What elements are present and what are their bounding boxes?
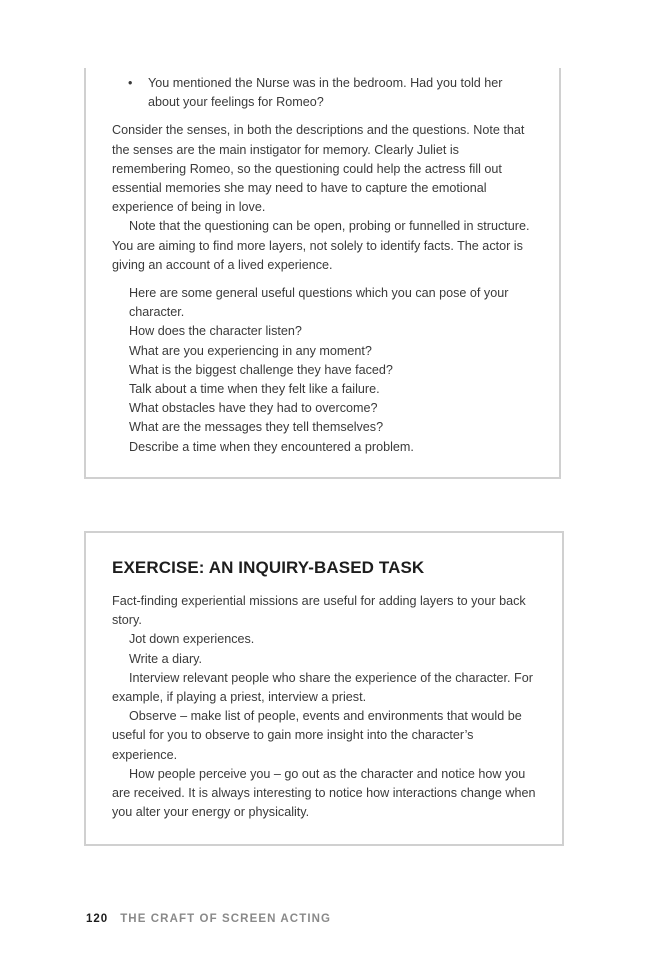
question-item: Talk about a time when they felt like a failure. — [129, 382, 380, 397]
exercise-paragraph: Write a diary. — [129, 651, 203, 666]
question-item: Describe a time when they encountered a problem. — [129, 439, 414, 454]
question-item: What are the messages they tell themselves? — [129, 420, 384, 435]
exercise-paragraph: Fact-finding experiential missions are useful for adding layers to your back story. — [112, 594, 526, 628]
exercise-paragraph: Jot down experiences. — [129, 632, 255, 647]
bullet-item — [112, 74, 533, 112]
exercise-box-content — [112, 558, 536, 822]
body-paragraph: Consider the senses, in both the descriptions and the questions. Note that the senses are the main instigator for memory. Clearly Juliet is remembering Romeo, so the questioning could help the actress fill out essential memories she may need to have to capture the emotional experience of being in love. — [112, 123, 525, 215]
question-item: What are you experiencing in any moment? — [129, 343, 372, 358]
page-footer — [86, 913, 331, 925]
body-paragraph: Note that the questioning can be open, probing or funnelled in structure. You are aiming to find more layers, not solely to identify facts. The actor is giving an account of a lived experience. — [112, 219, 530, 272]
bullet-text: You mentioned the Nurse was in the bedroom. Had you told her about your feelings for Romeo? — [148, 76, 503, 110]
exercise-heading: EXERCISE: AN INQUIRY-BASED TASK — [112, 558, 425, 577]
continued-box-content — [112, 74, 533, 457]
question-item: What is the biggest challenge they have faced? — [129, 362, 393, 377]
question-list — [112, 284, 533, 457]
book-title: THE CRAFT OF SCREEN ACTING — [120, 913, 332, 925]
exercise-box — [84, 531, 564, 846]
page-number: 120 — [86, 913, 109, 925]
question-item: What obstacles have they had to overcome? — [129, 401, 378, 416]
exercise-paragraph: How people perceive you – go out as the character and notice how you are received. It is always interesting to notice how interactions change when you alter your energy or physicality. — [112, 766, 536, 820]
question-item: How does the character listen? — [129, 324, 302, 339]
exercise-paragraph: Interview relevant people who share the experience of the character. For example, if playing a priest, interview a priest. — [112, 670, 533, 705]
continued-text-box — [84, 68, 561, 479]
exercise-paragraph: Observe – make list of people, events and environments that would be useful for you to observe to gain more insight into the character’s experience. — [112, 709, 522, 762]
question-intro: Here are some general useful questions which you can pose of your character. — [129, 286, 509, 320]
bullet-dot-icon: • — [128, 76, 133, 90]
